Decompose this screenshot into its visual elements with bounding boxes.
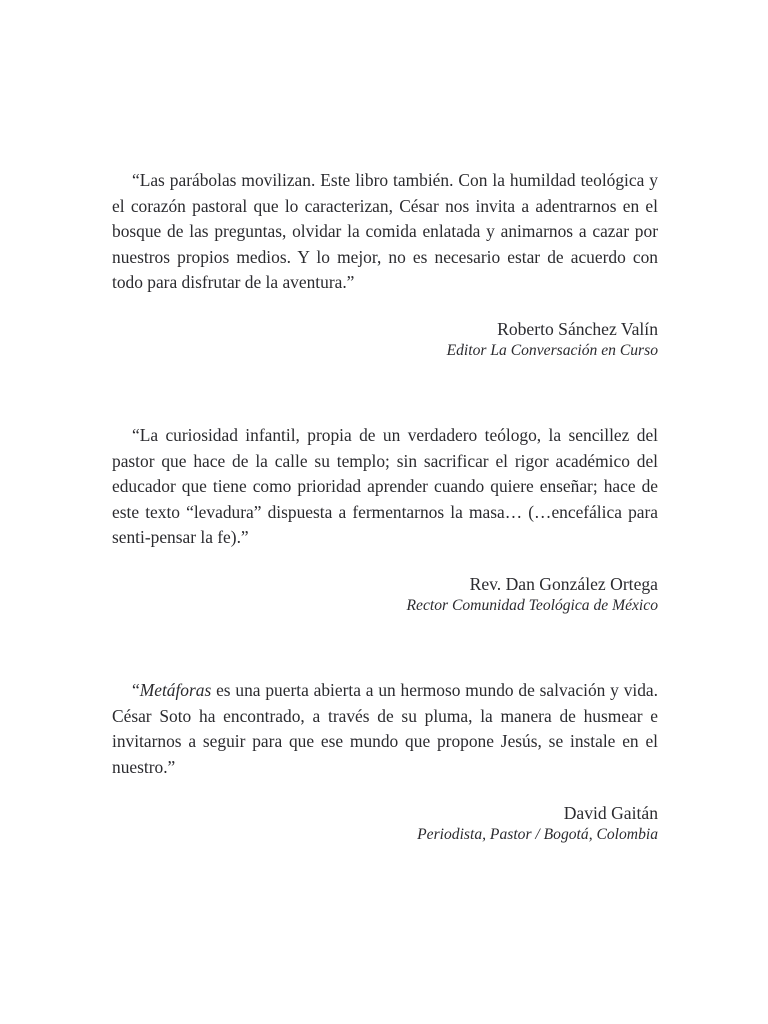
endorsement-block <box>112 168 658 361</box>
endorsements-container <box>112 0 658 845</box>
endorser-role: Rector Comunidad Teológica de México <box>406 596 658 614</box>
endorsement-block <box>112 678 658 845</box>
endorsement-quote <box>112 168 658 296</box>
endorser-role: Periodista, Pastor / Bogotá, Colombia <box>417 826 658 844</box>
endorsement-attribution <box>112 802 658 845</box>
quote-text-prefix: “Las parábolas movilizan. Este libro también. Con la humildad teológica y el corazón pastoral que lo caracterizan, César nos invita a adentrarnos en el bosque de las preguntas, olvidar la comida enlatada y animarnos a cazar por nuestros propios medios. Y lo mejor, no es necesario estar de acuerdo con todo para disfrutar de la aventura.” <box>112 170 658 293</box>
endorsement-attribution <box>112 318 658 361</box>
endorsement-block <box>112 423 658 616</box>
endorser-role: Editor La Conversación en Curso <box>446 341 658 359</box>
endorser-name: David Gaitán <box>563 803 658 824</box>
quote-text-suffix: es una puerta abierta a un hermoso mundo de salvación y vida. César Soto ha encontrado, a través de su pluma, la manera de husmear e invitarnos a seguir para que ese mundo que propone Jesús, se instale en el nuestro.” <box>112 679 658 777</box>
endorsement-quote <box>112 678 658 780</box>
quote-text-italic: Metáforas <box>139 679 212 700</box>
quote-text-prefix: “La curiosidad infantil, propia de un verdadero teólogo, la sencillez del pastor que hace de la calle su templo; sin sacrificar el rigor académico del educador que tiene como prioridad aprender cuando quiere enseñar; hace de este texto “levadura” dispuesta a fermentarnos la masa… (…encefálica para senti-pensar la fe).” <box>112 424 658 548</box>
endorser-name: Rev. Dan González Ortega <box>469 573 658 594</box>
endorsement-quote <box>112 423 658 551</box>
endorser-name: Roberto Sánchez Valín <box>497 318 658 339</box>
quote-text-prefix: “ <box>132 679 140 700</box>
endorsement-attribution <box>112 573 658 616</box>
